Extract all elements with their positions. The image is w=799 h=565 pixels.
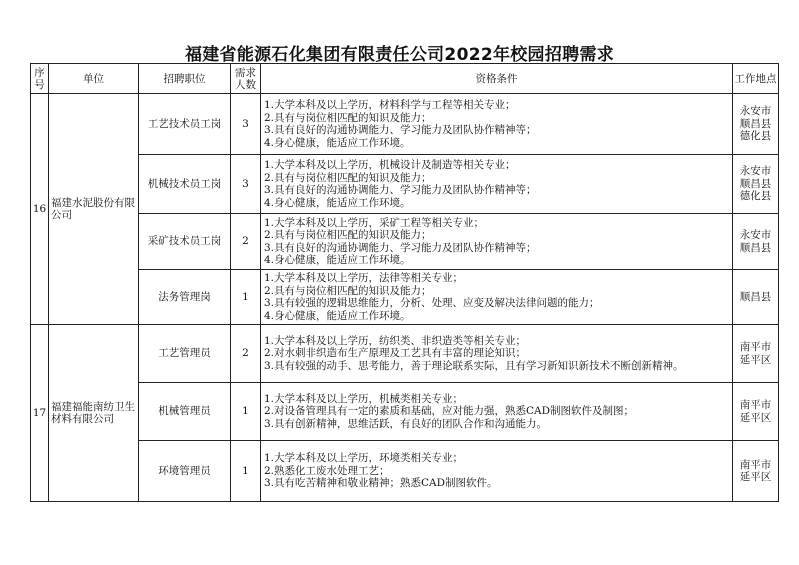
location-cell [733,155,779,214]
requirement-line: 2.对水刺非织造布生产原理及工艺具有丰富的理论知识； [264,347,527,360]
position-cell: 机械技术员工岗 [139,155,231,214]
requirement-line: 3.具有良好的沟通协调能力、学习能力及团队协作精神等； [264,184,537,196]
seq-cell: 16 [31,94,49,325]
count-cell: 1 [231,270,261,325]
location-line: 顺昌县 [739,241,772,254]
requirement-line: 1.大学本科及以上学历，环境类相关专业； [264,452,464,465]
requirement-line: 2.具有与岗位相匹配的知识及能力； [264,284,432,297]
header-requirements: 资格条件 [261,64,733,94]
location-cell [733,270,779,325]
position-cell: 环境管理员 [139,441,231,502]
requirement-line: 2.具有与岗位相匹配的知识及能力； [264,171,432,184]
location-cell [733,214,779,270]
page-title: 福建省能源石化集团有限责任公司2022年校园招聘需求 [184,45,615,65]
requirement-line: 3.具有良好的沟通协调能力、学习能力及团队协作精神等； [264,124,537,136]
requirement-line: 4.身心健康，能适应工作环境。 [264,309,411,322]
location-cell [733,441,779,502]
table-header-row [31,64,779,94]
location-line: 永安市 [739,105,772,118]
location-line: 南平市 [739,399,772,411]
location-line: 南平市 [739,341,772,353]
requirement-line: 3.具有创新精神，思维活跃，有良好的团队合作和沟通能力。 [264,417,548,430]
requirement-line: 3.具有较强的动手、思考能力，善于理论联系实际，且有学习新知识新技术不断创新精神。 [264,359,684,372]
count-cell: 1 [231,383,261,441]
requirement-line: 1.大学本科及以上学历，纺织类、非织造类等相关专业； [264,334,527,347]
count-cell: 2 [231,325,261,383]
position-cell: 采矿技术员工岗 [139,214,231,270]
location-line: 永安市 [739,165,772,178]
location-line: 德化县 [739,130,772,143]
header-count: 需求人数 [231,64,261,94]
position-cell: 工艺管理员 [139,325,231,383]
table-row [31,383,779,441]
requirements-cell [261,155,733,214]
location-line: 南平市 [739,458,772,471]
location-line: 延平区 [739,411,772,424]
requirement-line: 2.熟悉化工废水处理工艺； [264,464,390,477]
location-line: 顺昌县 [739,177,772,190]
table-row [31,94,779,155]
location-line: 永安市 [739,229,772,241]
header-seq: 序号 [31,64,49,94]
requirements-cell [261,214,733,270]
position-cell: 法务管理岗 [139,270,231,325]
requirements-cell [261,94,733,155]
header-position: 招聘职位 [139,64,231,94]
requirement-line: 3.具有较强的逻辑思维能力，分析、处理、应变及解决法律问题的能力； [264,297,600,309]
table-row [31,441,779,502]
position-cell: 工艺技术员工岗 [139,94,231,155]
requirement-line: 4.身心健康，能适应工作环境。 [264,254,411,266]
location-cell [733,383,779,441]
table-row [31,155,779,214]
requirement-line: 1.大学本科及以上学历，机械类相关专业； [264,392,464,405]
count-cell: 2 [231,214,261,270]
requirements-cell [261,383,733,441]
table-row [31,325,779,383]
seq-cell: 17 [31,325,49,502]
requirement-line: 1.大学本科及以上学历，机械设计及制造等相关专业； [264,159,516,171]
recruitment-table [30,63,779,502]
requirement-line: 3.具有良好的沟通协调能力、学习能力及团队协作精神等； [264,241,537,254]
header-location: 工作地点 [733,64,779,94]
table-row [31,214,779,270]
requirements-cell [261,441,733,502]
table-row [31,270,779,325]
count-cell: 1 [231,441,261,502]
requirements-cell [261,270,733,325]
location-line: 顺昌县 [739,290,772,303]
requirement-line: 1.大学本科及以上学历，法律等相关专业； [264,272,464,284]
unit-cell: 福建水泥股份有限公司 [49,94,139,325]
requirement-line: 2.具有与岗位相匹配的知识及能力； [264,111,432,124]
requirement-line: 1.大学本科及以上学历，材料科学与工程等相关专业； [264,99,516,111]
position-cell: 机械管理员 [139,383,231,441]
count-cell: 3 [231,94,261,155]
location-line: 德化县 [739,190,772,203]
location-cell [733,94,779,155]
requirement-line: 2.具有与岗位相匹配的知识及能力； [264,229,432,241]
location-line: 延平区 [739,353,772,366]
location-line: 延平区 [739,471,772,483]
requirement-line: 4.身心健康，能适应工作环境。 [264,196,411,209]
location-line: 顺昌县 [739,117,772,130]
unit-cell: 福建福能南纺卫生材料有限公司 [49,325,139,502]
requirement-line: 1.大学本科及以上学历，采矿工程等相关专业； [264,216,485,229]
requirement-line: 4.身心健康，能适应工作环境。 [264,136,411,149]
location-cell [733,325,779,383]
requirement-line: 3.具有吃苦精神和敬业精神；熟悉CAD制图软件。 [264,477,498,490]
count-cell: 3 [231,155,261,214]
requirement-line: 2.对设备管理具有一定的素质和基础，应对能力强，熟悉CAD制图软件及制图； [264,405,635,418]
header-unit: 单位 [49,64,139,94]
requirements-cell [261,325,733,383]
